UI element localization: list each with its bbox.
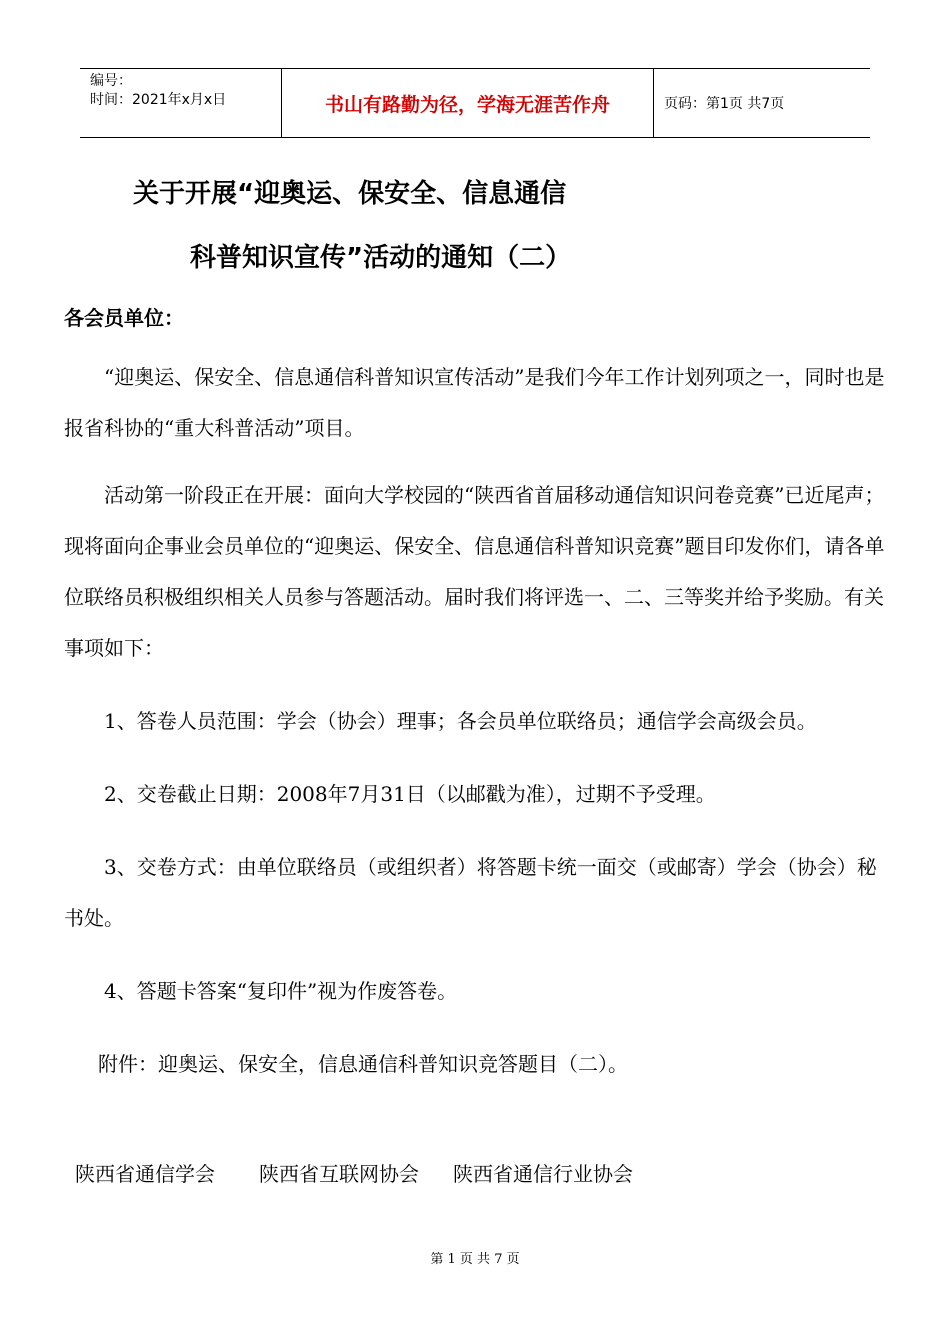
org-name: 陕西省互联网协会 [259,1162,419,1186]
salutation: 各会员单位： [64,306,184,330]
list-item: 1、答卷人员范围：学会（协会）理事；各会员单位联络员；通信学会高级会员。 [104,709,817,733]
org-name: 陕西省通信学会 [75,1162,215,1186]
paragraph-intro: “迎奥运、保安全、信息通信科普知识宣传活动”是我们今年工作计划列项之一，同时也是报省科协的“重大科普活动”项目。 [64,365,885,440]
attachment-note: 附件：迎奥运、保安全，信息通信科普知识竞答题目（二）。 [98,1052,628,1076]
title-line-1: 关于开展“迎奥运、保安全、信息通信 [133,179,567,209]
time-label: 时间：2021年x月x日 [90,92,227,108]
motto: 书山有路勤为径，学海无涯苦作舟 [282,69,654,137]
header-meta [80,69,282,137]
page-info: 页码：第1页 共7页 [664,96,785,112]
title-line-2: 科普知识宣传”活动的通知（二） [190,243,572,273]
list-item: 2、交卷截止日期：2008年7月31日（以邮戳为准），过期不予受理。 [104,782,716,806]
document-header [80,68,870,138]
number-label: 编号： [90,73,132,89]
page-footer: 第 1 页 共 7 页 [430,1252,520,1267]
list-item: 4、答题卡答案“复印件”视为作废答卷。 [104,979,458,1003]
org-name: 陕西省通信行业协会 [453,1162,633,1186]
notice-body [64,352,894,1090]
issuing-organizations [75,1158,633,1187]
paragraph-activity: 活动第一阶段正在开展：面向大学校园的“陕西省首届移动通信知识问卷竞赛”已近尾声；现将面向企事业会员单位的“迎奥运、保安全、信息通信科普知识竞赛”题目印发你们，请各单位联络员积极组织相关人员参与答题活动。届时我们将评选一、二、三等奖并给予奖励。有关事项如下： [64,483,885,660]
list-item: 3、交卷方式：由单位联络员（或组织者）将答题卡统一面交（或邮寄）学会（协会）秘书处。 [64,855,877,930]
